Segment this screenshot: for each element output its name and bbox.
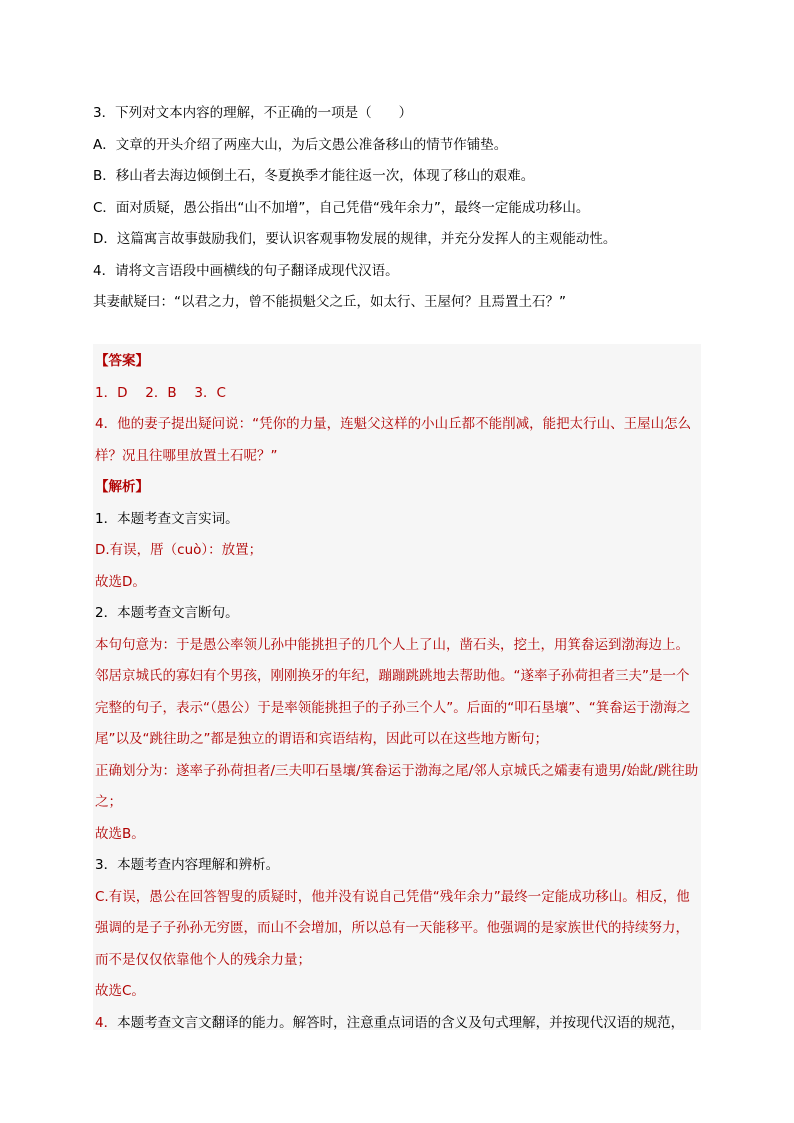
explain-4 [95, 1008, 699, 1040]
q3-stem: 3．下列对文本内容的理解，不正确的一项是（ ） [93, 105, 413, 121]
explain-4-text: 本题考查文言文翻译的能力。解答时，注意重点词语的含义及句式理解，并按现代汉语的规范， [117, 1014, 685, 1031]
q3-option-c: C．面对质疑，愚公指出“山不加增”，自己凭借“残年余力”，最终一定能成功移山。 [93, 199, 590, 216]
answer-4 [95, 409, 699, 472]
explain-1-choose: 故选D。 [95, 573, 146, 590]
q3-option-d: D．这篇寓言故事鼓励我们，要认识客观事物发展的规律，并充分发挥人的主观能动性。 [93, 231, 617, 247]
explain-1-title: 1．本题考查文言实词。 [95, 510, 239, 527]
q4-text: 其妻献疑曰：“以君之力，曾不能损魁父之丘，如太行、王屋何？且焉置土石？” [93, 294, 566, 310]
answer-section [93, 344, 701, 1030]
explain-2-body: 本句句意为：于是愚公率领儿孙中能挑担子的几个人上了山，凿石头，挖土，用箕畚运到渤海边上。邻居京城氏的寡妇有个男孩，刚刚换牙的年纪，蹦蹦跳跳地去帮助他。“遂率子孙荷担者三夫”是一个完整的句子，表示“（愚公）于是率领能挑担子的子孙三个人”。后面的“叩石垦壤”、“箕畚运于渤海之尾”以及“跳往助之”都是独立的谓语和宾语结构，因此可以在这些地方断句； [95, 636, 691, 747]
questions-section [93, 98, 701, 319]
analysis-title: 【解析】 [95, 479, 149, 495]
q3-option-a: A．文章的开头介绍了两座大山，为后文愚公准备移山的情节作铺垫。 [93, 136, 508, 153]
explain-1-body: D.有误，厝（cuò）：放置； [95, 542, 263, 558]
explain-2-title: 2．本题考查文言断句。 [95, 605, 239, 621]
answer-4-num: 4． [95, 416, 118, 432]
answer-4-text: 他的妻子提出疑问说：“凭你的力量，连魁父这样的小山丘都不能削减，能把太行山、王屋山怎么样？况且往哪里放置土石呢？” [95, 416, 692, 464]
explain-2-correct: 正确划分为：遂率子孙荷担者/三夫叩石垦壤/箕畚运于渤海之尾/邻人京城氏之孀妻有遗男/始龀/跳往助之； [95, 762, 699, 810]
explain-3-choose: 故选C。 [95, 983, 145, 999]
explain-4-num: 4． [95, 1014, 118, 1031]
answer-title: 【答案】 [95, 353, 149, 369]
explain-3-body: C.有误，愚公在回答智叟的质疑时，他并没有说自己凭借“残年余力”最终一定能成功移山。相反，他强调的是子子孙孙无穷匮，而山不会增加，所以总有一天能移平。他强调的是家族世代的持续努力，而不是仅仅依靠他个人的残余力量； [95, 888, 690, 968]
q4-stem: 4．请将文言语段中画横线的句子翻译成现代汉语。 [93, 262, 399, 279]
q3-option-b: B．移山者去海边倾倒土石，冬夏换季才能往返一次，体现了移山的艰难。 [93, 168, 535, 184]
explain-2-choose: 故选B。 [95, 825, 145, 842]
answer-choices: 1．D 2．B 3．C [95, 384, 226, 401]
explain-3-title: 3．本题考查内容理解和辨析。 [95, 857, 280, 873]
